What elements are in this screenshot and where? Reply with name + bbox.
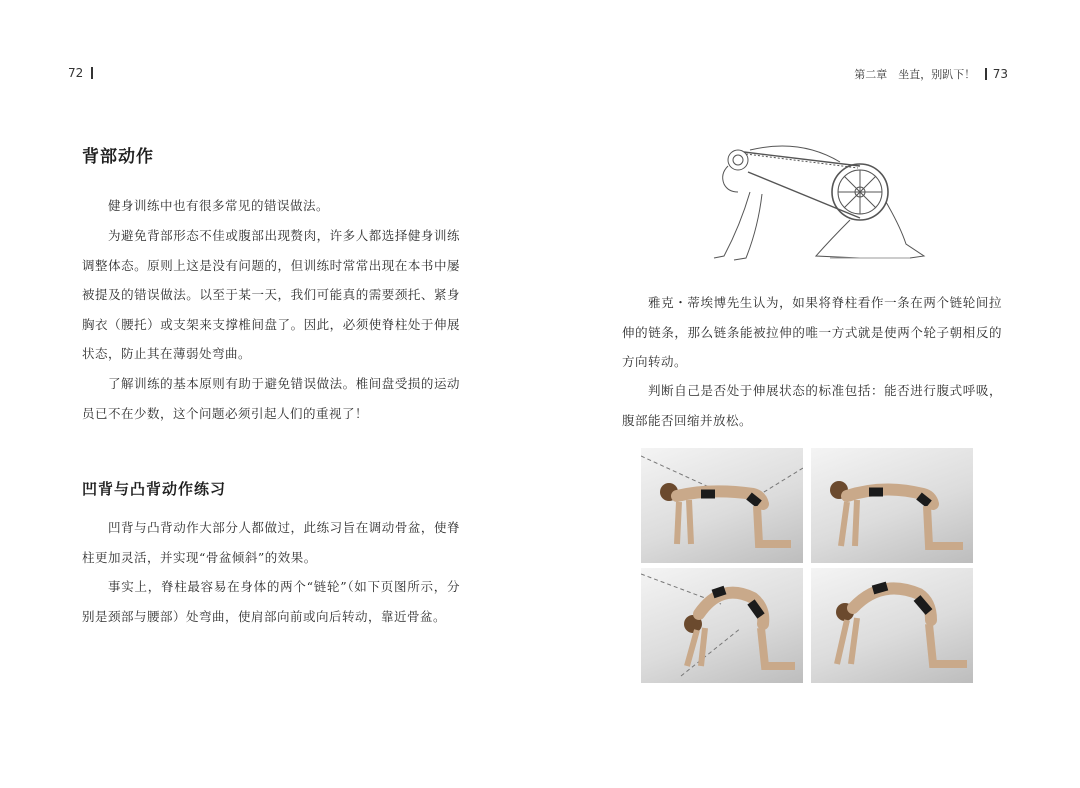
cat-cow-photo-1 — [641, 448, 803, 563]
paragraph: 雅克・蒂埃博先生认为，如果将脊柱看作一条在两个链轮间拉伸的链条，那么链条能被拉伸的唯一方式就是使两个轮子朝相反的方向转动。 — [622, 295, 1002, 369]
running-head-divider — [985, 68, 987, 80]
paragraph: 为避免背部形态不佳或腹部出现赘肉，许多人都选择健身训练调整体态。原则上这是没有问题的，但训练时常常出现在本书中屡被提及的错误做法。以至于某一天，我们可能真的需要颈托、紧身胸衣（腰托）或支架来支撑椎间盘了。因此，必须使脊柱处于伸展状态，防止其在薄弱处弯曲。 — [82, 228, 460, 361]
section-heading-cat-cow: 凹背与凸背动作练习 — [82, 480, 227, 498]
section-heading-back-movements: 背部动作 — [82, 147, 154, 167]
paragraph: 了解训练的基本原则有助于避免错误做法。椎间盘受损的运动员已不在少数，这个问题必须引起人们的重视了！ — [82, 376, 460, 421]
page-number-right: 73 — [992, 67, 1008, 81]
paragraph: 凹背与凸背动作大部分人都做过，此练习旨在调动骨盆，使脊柱更加灵活，并实现“骨盆倾斜”的效果。 — [82, 520, 460, 565]
page-number-left — [68, 66, 93, 80]
cat-cow-photo-grid — [641, 448, 981, 682]
page-number-divider — [91, 67, 93, 79]
cat-cow-photo-4 — [811, 568, 973, 683]
chapter-title: 第二章 坐直，别趴下！ — [854, 68, 976, 81]
running-head — [854, 66, 1008, 82]
chain-sprocket-sketch — [710, 136, 930, 272]
paragraph: 事实上，脊柱最容易在身体的两个“链轮”（如下页图所示，分别是颈部与腰部）处弯曲，使肩部向前或向后转动，靠近骨盆。 — [82, 579, 460, 624]
cat-cow-photo-3 — [641, 568, 803, 683]
right-page — [540, 0, 1080, 788]
paragraph: 健身训练中也有很多常见的错误做法。 — [108, 198, 330, 213]
page-number-value: 72 — [68, 66, 84, 80]
cat-cow-photo-2 — [811, 448, 973, 563]
paragraph: 判断自己是否处于伸展状态的标准包括：能否进行腹式呼吸，腹部能否回缩并放松。 — [622, 383, 1002, 428]
